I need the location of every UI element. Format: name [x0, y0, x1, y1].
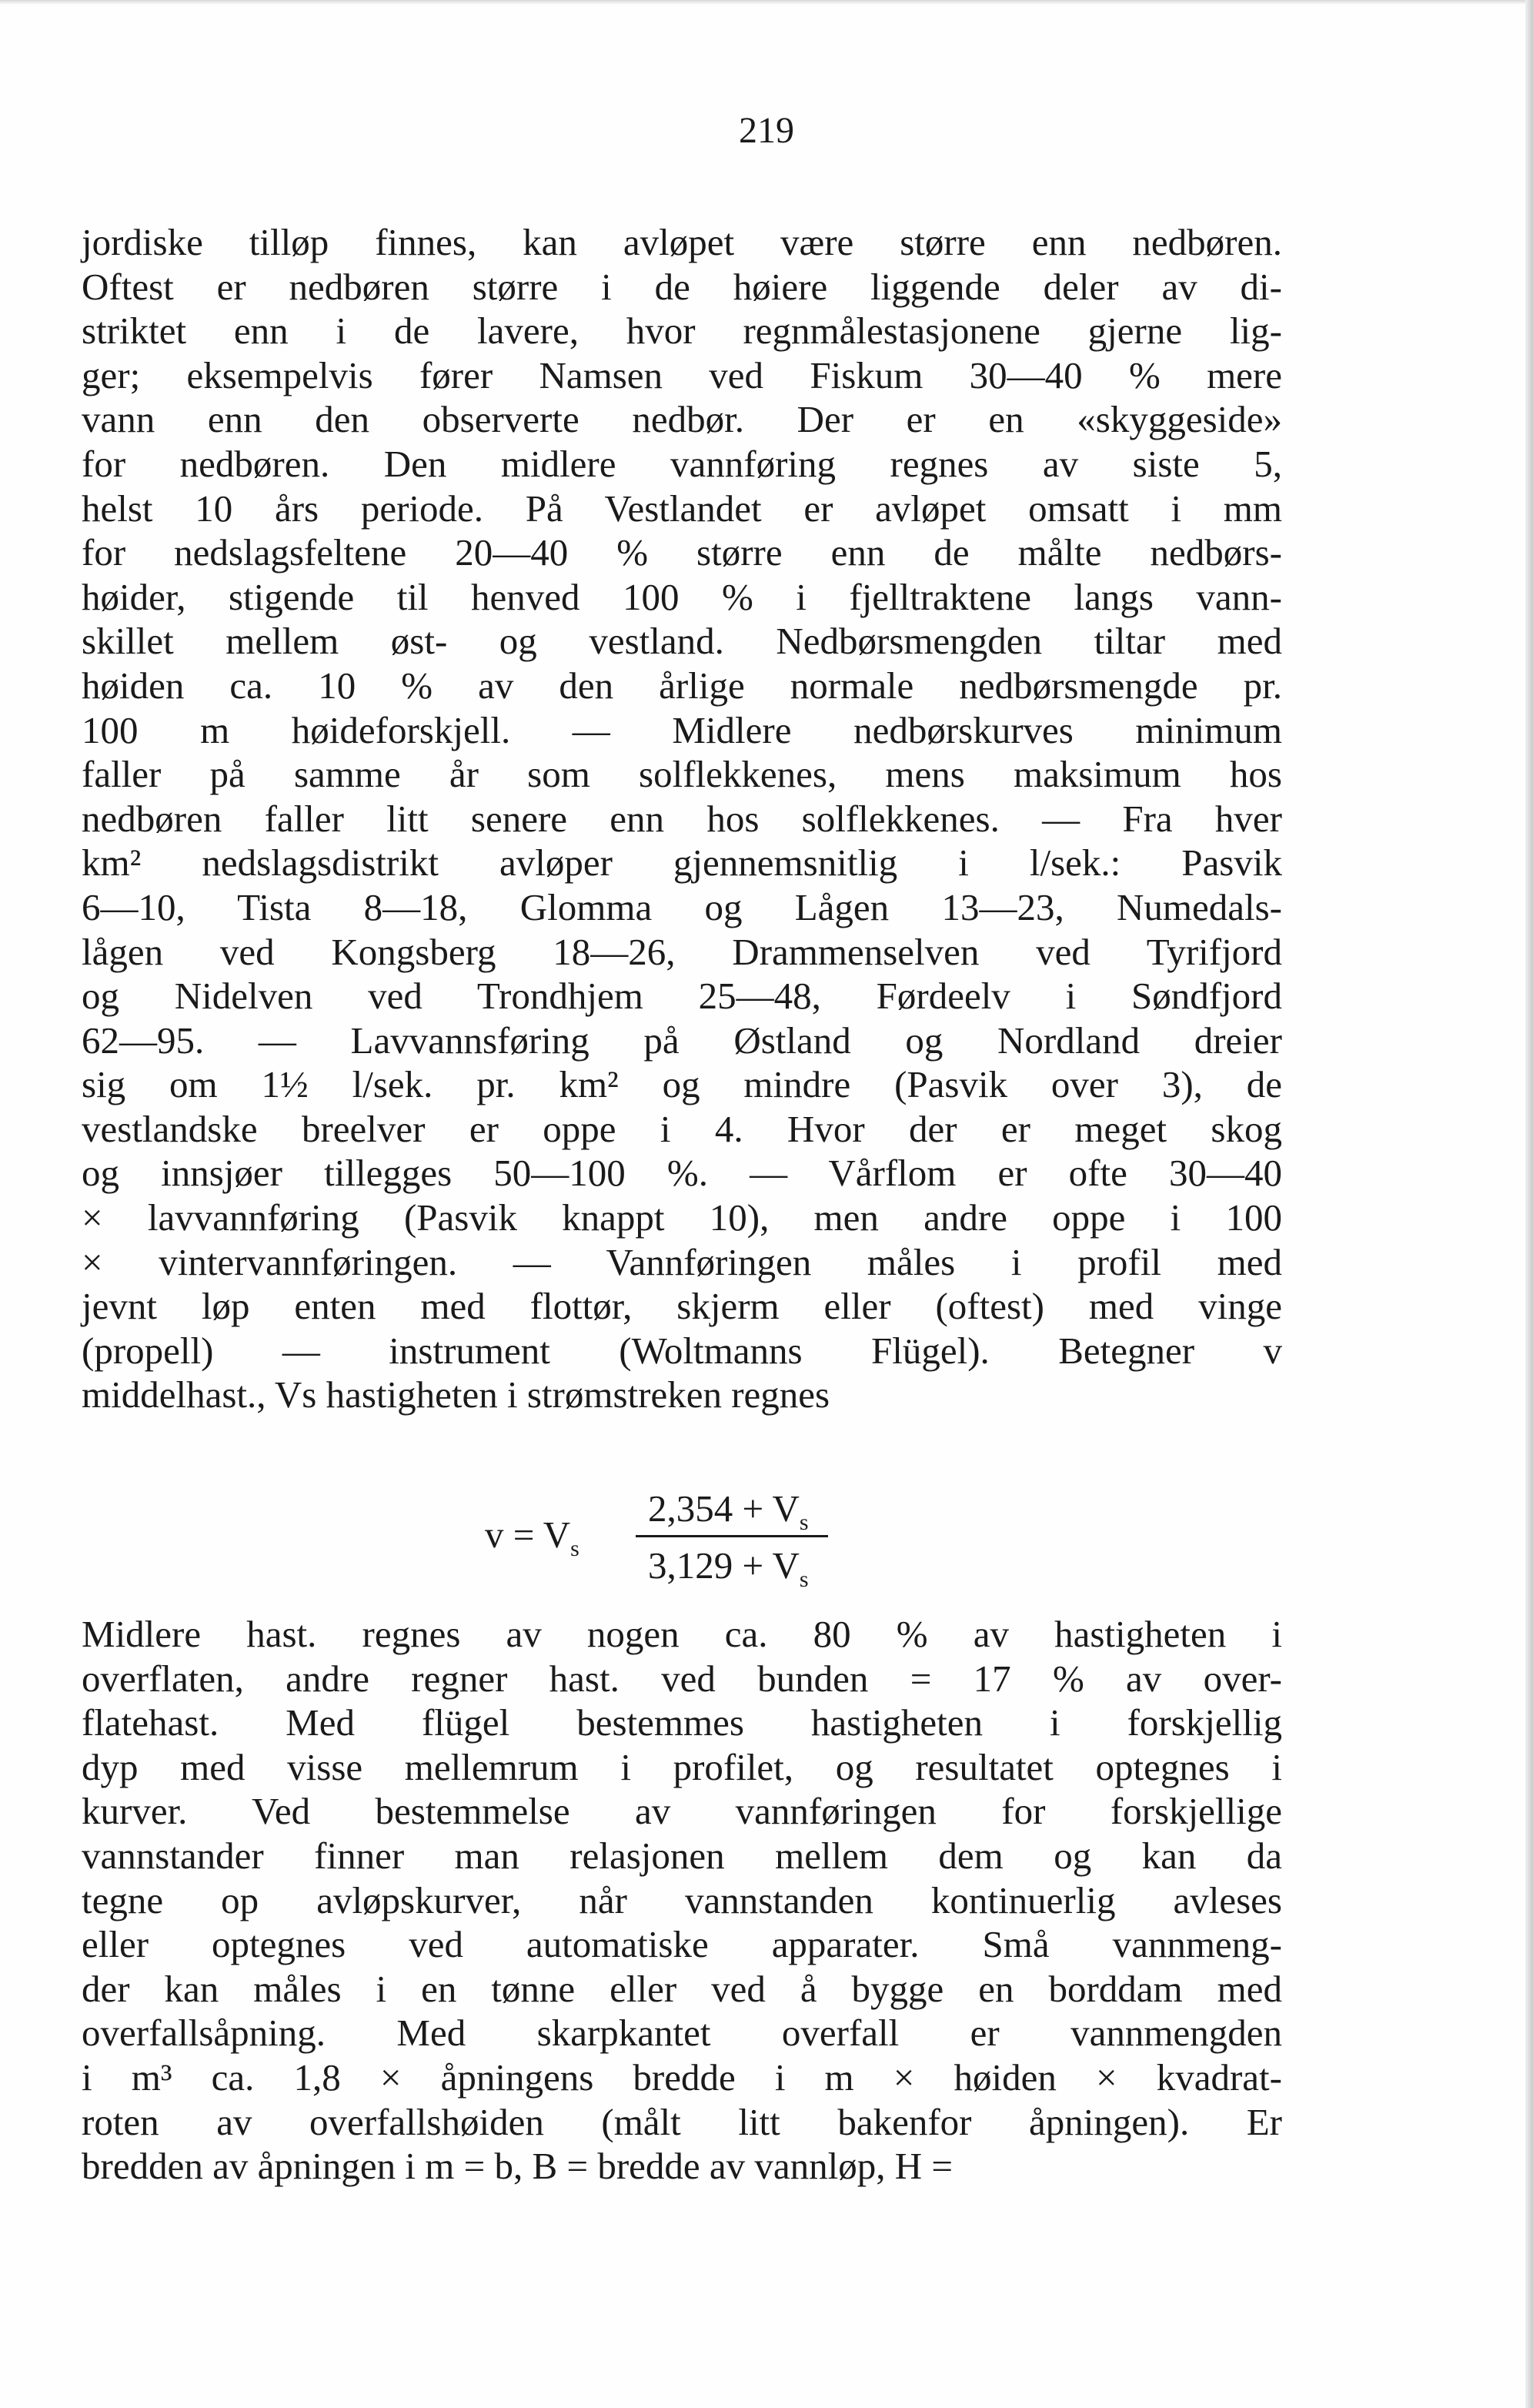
text-line: for nedslagsfeltene 20—40 % større enn de målte nedbørs- [82, 531, 1282, 574]
text-line: Midlere hast. regnes av nogen ca. 80 % av hastigheten i [82, 1613, 1282, 1655]
text-line: sig om 1½ l/sek. pr. km² og mindre (Pasvik over 3), de [82, 1063, 1282, 1106]
text-line: i m³ ca. 1,8 × åpningens bredde i m × høiden × kvadrat- [82, 2055, 1282, 2099]
text-line: flatehast. Med flügel bestemmes hastigheten i forskjellig [82, 1701, 1282, 1744]
text-line: tegne op avløpskurver, når vannstanden kontinuerlig avleses [82, 1878, 1282, 1921]
text-line: helst 10 års periode. På Vestlandet er avløpet omsatt i mm [82, 487, 1282, 530]
formula-lhs: $v = V_s$ [485, 1513, 579, 1561]
text-line: × lavvannføring (Pasvik knappt 10), men andre oppe i 100 [82, 1196, 1282, 1239]
text-line: kurver. Ved bestemmelse av vannføringen for forskjellige [82, 1790, 1282, 1833]
text-line: roten av overfallshøiden (målt litt bakenfor åpningen). Er [82, 2100, 1282, 2143]
text-line: overfallsåpning. Med skarpkantet overfall er vannmengden [82, 2012, 1282, 2055]
text-line: bredden av åpningen i m = b, B = bredde av vannløp, H = [82, 2145, 954, 2188]
text-line: striktet enn i de lavere, hvor regnmålestasjonene gjerne lig- [82, 309, 1282, 353]
text-line: jordiske tilløp finnes, kan avløpet være større enn nedbøren. [82, 221, 1282, 263]
text-line: 100 m høideforskjell. — Midlere nedbørskurves minimum [82, 708, 1282, 751]
velocity-formula [485, 1480, 916, 1595]
text-line: og innsjøer tillegges 50—100 %. — Vårflom er ofte 30—40 [82, 1152, 1282, 1195]
text-line: (propell) — instrument (Woltmanns Flügel). Betegner v [82, 1329, 1282, 1372]
text-line: jevnt løp enten med flottør, skjerm eller (oftest) med vinge [82, 1285, 1282, 1328]
text-line: overflaten, andre regner hast. ved bunden = 17 % av over- [82, 1657, 1282, 1700]
text-line: ger; eksempelvis fører Namsen ved Fiskum 30—40 % mere [82, 353, 1282, 396]
text-line: og Nidelven ved Trondhjem 25—48, Førdeelv i Søndfjord [82, 975, 1282, 1018]
page-right-edge-shadow [1525, 0, 1533, 2408]
text-line: vann enn den observerte nedbør. Der er en «skyggeside» [82, 398, 1282, 441]
text-line: skillet mellem øst- og vestland. Nedbørsmengden tiltar med [82, 620, 1282, 663]
text-line: middelhast., Vs hastigheten i strømstreken regnes [82, 1373, 830, 1416]
paragraph-2 [82, 1612, 1282, 2189]
text-line: 62—95. — Lavvannsføring på Østland og Nordland dreier [82, 1018, 1282, 1062]
fraction-bar [636, 1535, 828, 1537]
text-line: eller optegnes ved automatiske apparater. Små vannmeng- [82, 1923, 1282, 1966]
text-line: nedbøren faller litt senere enn hos solflekkenes. — Fra hver [82, 797, 1282, 840]
text-line: der kan måles i en tønne eller ved å bygge en borddam med [82, 1967, 1282, 2010]
page-top-edge-shadow [0, 0, 1533, 5]
text-line: lågen ved Kongsberg 18—26, Drammenselven ved Tyrifjord [82, 930, 1282, 973]
text-line: faller på samme år som solflekkenes, mens maksimum hos [82, 753, 1282, 796]
text-line: dyp med visse mellemrum i profilet, og resultatet optegnes i [82, 1745, 1282, 1788]
text-line: for nedbøren. Den midlere vannføring regnes av siste 5, [82, 442, 1282, 485]
text-line: 6—10, Tista 8—18, Glomma og Lågen 13—23, Numedals- [82, 885, 1282, 928]
text-line: Oftest er nedbøren større i de høiere liggende deler av di- [82, 265, 1282, 308]
page-number: 219 [739, 110, 794, 151]
paragraph-1 [82, 220, 1282, 1417]
text-line: høiden ca. 10 % av den årlige normale nedbørsmengde pr. [82, 664, 1282, 707]
text-line: × vintervannføringen. — Vannføringen måles i profil med [82, 1240, 1282, 1283]
text-line: høider, stigende til henved 100 % i fjelltraktene langs vann- [82, 575, 1282, 618]
text-line: vannstander finner man relasjonen mellem dem og kan da [82, 1834, 1282, 1877]
formula-numerator: $2,354 + V_s$ [648, 1487, 809, 1535]
text-line: vestlandske breelver er oppe i 4. Hvor der er meget skog [82, 1107, 1282, 1150]
text-line: km² nedslagsdistrikt avløper gjennemsnitlig i l/sek.: Pasvik [82, 841, 1282, 885]
formula-denominator: $3,129 + V_s$ [648, 1544, 809, 1592]
